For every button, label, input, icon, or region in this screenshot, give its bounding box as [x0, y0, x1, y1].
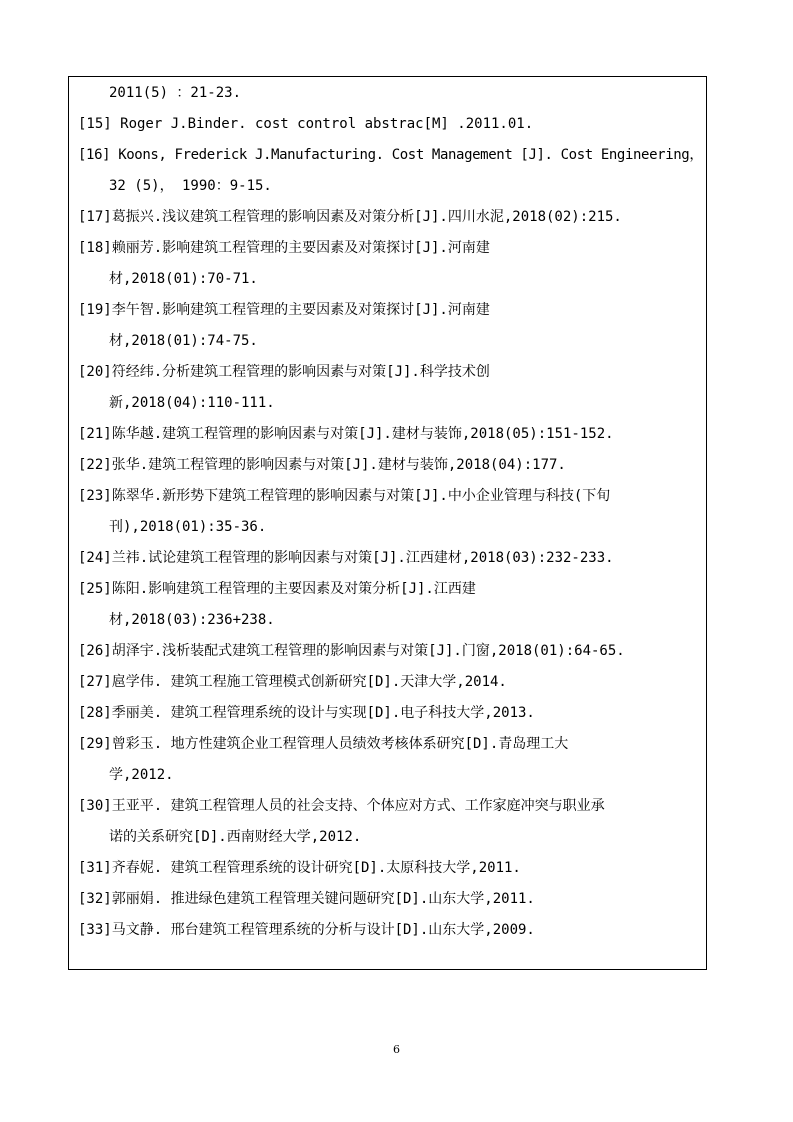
reference-line: 材,2018(01):74-75.: [109, 333, 258, 349]
reference-line: [21]陈华越.建筑工程管理的影响因素与对策[J].建材与装饰,2018(05):151-152.: [78, 426, 614, 442]
reference-line: [17]葛振兴.浅议建筑工程管理的影响因素及对策分析[J].四川水泥,2018(02):215.: [78, 209, 622, 225]
reference-line: 材,2018(03):236+238.: [109, 612, 275, 628]
reference-line: 32 (5)， 1990：9-15.: [109, 178, 272, 194]
reference-line: [26]胡泽宇.浅析装配式建筑工程管理的影响因素与对策[J].门窗,2018(01):64-65.: [78, 643, 625, 659]
reference-line: [25]陈阳.影响建筑工程管理的主要因素及对策分析[J].江西建: [78, 581, 476, 597]
reference-line: 新,2018(04):110-111.: [109, 395, 275, 411]
reference-line: [28]季丽美. 建筑工程管理系统的设计与实现[D].电子科技大学,2013.: [78, 705, 535, 721]
reference-line: [24]兰祎.试论建筑工程管理的影响因素与对策[J].江西建材,2018(03):232-233.: [78, 550, 614, 566]
reference-line: [23]陈翠华.新形势下建筑工程管理的影响因素与对策[J].中小企业管理与科技(下旬: [78, 488, 611, 504]
reference-line: 学,2012.: [109, 767, 174, 783]
reference-line: [32]郭丽娟. 推进绿色建筑工程管理关键问题研究[D].山东大学,2011.: [78, 891, 535, 907]
page-number: 6: [393, 1043, 400, 1056]
reference-line: [29]曾彩玉. 地方性建筑企业工程管理人员绩效考核体系研究[D].青岛理工大: [78, 736, 569, 752]
reference-line: [15] Roger J.Binder. cost control abstrac[M] .2011.01.: [78, 116, 534, 132]
reference-line: 诺的关系研究[D].西南财经大学,2012.: [109, 829, 362, 845]
reference-line: [27]扈学伟. 建筑工程施工管理模式创新研究[D].天津大学,2014.: [78, 674, 507, 690]
reference-line: [18]赖丽芳.影响建筑工程管理的主要因素及对策探讨[J].河南建: [78, 240, 490, 256]
reference-line: [30]王亚平. 建筑工程管理人员的社会支持、个体应对方式、工作家庭冲突与职业承: [78, 798, 605, 814]
reference-line: [22]张华.建筑工程管理的影响因素与对策[J].建材与装饰,2018(04):177.: [78, 457, 566, 473]
reference-line: [16] Koons, Frederick J.Manufacturing. Cost Management [J]. Cost Engineering，: [78, 147, 703, 163]
reference-line: [20]符经纬.分析建筑工程管理的影响因素与对策[J].科学技术创: [78, 364, 490, 380]
reference-line: [33]马文静. 邢台建筑工程管理系统的分析与设计[D].山东大学,2009.: [78, 922, 535, 938]
reference-line: [31]齐春妮. 建筑工程管理系统的设计研究[D].太原科技大学,2011.: [78, 860, 521, 876]
reference-line: [19]李午智.影响建筑工程管理的主要因素及对策探讨[J].河南建: [78, 302, 490, 318]
reference-line: 2011(5) ：21-23.: [109, 85, 242, 101]
reference-line: 刊),2018(01):35-36.: [109, 519, 267, 535]
reference-line: 材,2018(01):70-71.: [109, 271, 258, 287]
